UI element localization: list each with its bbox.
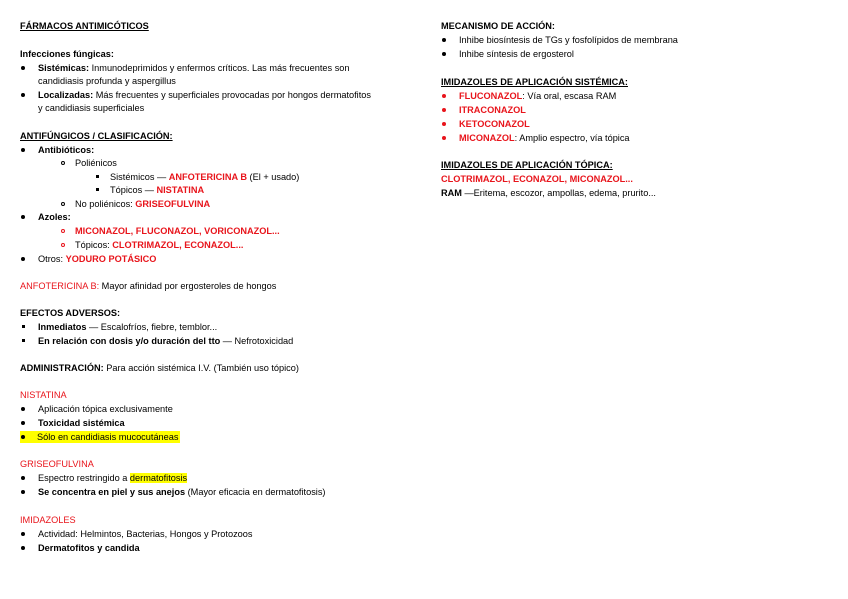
ram-note: RAM —Eritema, escozor, ampollas, edema, prurito...	[441, 188, 656, 198]
circle-bullet-icon	[61, 243, 65, 247]
nistatina-item-2: Toxicidad sistémica	[38, 418, 125, 428]
square-bullet-icon	[96, 175, 99, 178]
azoles-list: MICONAZOL, FLUCONAZOL, VORICONAZOL...	[75, 226, 280, 236]
miconazol-item: MICONAZOL: Amplio espectro, vía tópica	[459, 133, 630, 143]
sistemicas-item: Sistémicas: Inmunodeprimidos y enfermos críticos. Las más frecuentes son	[38, 63, 350, 73]
bullet-icon	[442, 122, 446, 126]
bullet-icon	[21, 435, 25, 439]
bullet-icon	[21, 476, 25, 480]
topicos-azoles-item: Tópicos: CLOTRIMAZOL, ECONAZOL...	[75, 240, 244, 250]
bullet-icon	[21, 532, 25, 536]
mecanismo-item-2: Inhibe síntesis de ergosterol	[459, 49, 574, 59]
efectos-heading: EFECTOS ADVERSOS:	[20, 308, 121, 318]
circle-bullet-icon	[61, 161, 65, 165]
sistemica-heading: IMIDAZOLES DE APLICACIÓN SISTÉMICA:	[441, 77, 628, 87]
bullet-icon	[442, 38, 446, 42]
bullet-icon	[21, 490, 25, 494]
document-title: FÁRMACOS ANTIMICÓTICOS	[20, 21, 149, 31]
polienicos-item: Poliénicos	[75, 158, 117, 168]
localizadas-item: Localizadas: Más frecuentes y superficiales provocadas por hongos dermatofitos	[38, 90, 371, 100]
administracion-note: ADMINISTRACIÓN: Para acción sistémica I.V. (También uso tópico)	[20, 363, 299, 373]
bullet-icon	[21, 421, 25, 425]
nistatina-item-3: Sólo en candidiasis mucocutáneas	[37, 432, 179, 442]
bullet-icon	[21, 215, 25, 219]
griseofulvina-item-2: Se concentra en piel y sus anejos (Mayor eficacia en dermatofitosis)	[38, 487, 326, 497]
antibioticos-item: Antibióticos:	[38, 145, 95, 155]
clasificacion-heading: ANTIFÚNGICOS / CLASIFICACIÓN:	[20, 131, 173, 141]
circle-bullet-icon	[61, 229, 65, 233]
mecanismo-item-1: Inhibe biosíntesis de TGs y fosfolípidos de membrana	[459, 35, 678, 45]
relacion-item: En relación con dosis y/o duración del tto — Nefrotoxicidad	[38, 336, 294, 346]
imidazoles-item-2: Dermatofitos y candida	[38, 543, 140, 553]
bullet-icon	[21, 93, 25, 97]
bullet-icon	[442, 108, 446, 112]
nistatina-heading: NISTATINA	[20, 390, 67, 400]
imidazoles-heading: IMIDAZOLES	[20, 515, 76, 525]
topica-heading: IMIDAZOLES DE APLICACIÓN TÓPICA:	[441, 160, 613, 170]
infecciones-heading: Infecciones fúngicas:	[20, 49, 114, 59]
bullet-icon	[21, 407, 25, 411]
imidazoles-item-1: Actividad: Helmintos, Bacterias, Hongos y Protozoos	[38, 529, 253, 539]
otros-item: Otros: YODURO POTÁSICO	[38, 254, 157, 264]
bullet-icon	[21, 148, 25, 152]
fluconazol-item: FLUCONAZOL: Vía oral, escasa RAM	[459, 91, 617, 101]
nistatina-item-1: Aplicación tópica exclusivamente	[38, 404, 173, 414]
bullet-icon	[21, 66, 25, 70]
griseofulvina-item-1: Espectro restringido a dermatofitosis	[38, 473, 188, 483]
bullet-icon	[442, 136, 446, 140]
bullet-icon	[442, 52, 446, 56]
bullet-icon	[442, 94, 446, 98]
bullet-icon	[21, 257, 25, 261]
inmediatos-item: Inmediatos — Escalofríos, fiebre, temblor...	[38, 322, 218, 332]
sistemicas-item-cont: candidiasis profunda y aspergillus	[38, 76, 176, 86]
circle-bullet-icon	[61, 202, 65, 206]
no-polienicos-item: No poliénicos: GRISEOFULVINA	[75, 199, 211, 209]
topica-list: CLOTRIMAZOL, ECONAZOL, MICONAZOL...	[441, 174, 633, 184]
square-bullet-icon	[22, 339, 25, 342]
localizadas-item-cont: y candidiasis superficiales	[38, 103, 145, 113]
nistatina-item-3-highlight	[20, 431, 180, 443]
mecanismo-heading: MECANISMO DE ACCIÓN:	[441, 21, 555, 31]
square-bullet-icon	[96, 188, 99, 191]
topicos-item: Tópicos — NISTATINA	[110, 185, 205, 195]
sistemicos-item: Sistémicos — ANFOTERICINA B (El + usado)	[110, 172, 300, 182]
anfotericina-note: ANFOTERICINA B: Mayor afinidad por ergosteroles de hongos	[20, 281, 277, 291]
azoles-item: Azoles:	[38, 212, 71, 222]
bullet-icon	[21, 546, 25, 550]
square-bullet-icon	[22, 325, 25, 328]
itraconazol-item: ITRACONAZOL	[459, 105, 526, 115]
ketoconazol-item: KETOCONAZOL	[459, 119, 530, 129]
griseofulvina-heading: GRISEOFULVINA	[20, 459, 94, 469]
